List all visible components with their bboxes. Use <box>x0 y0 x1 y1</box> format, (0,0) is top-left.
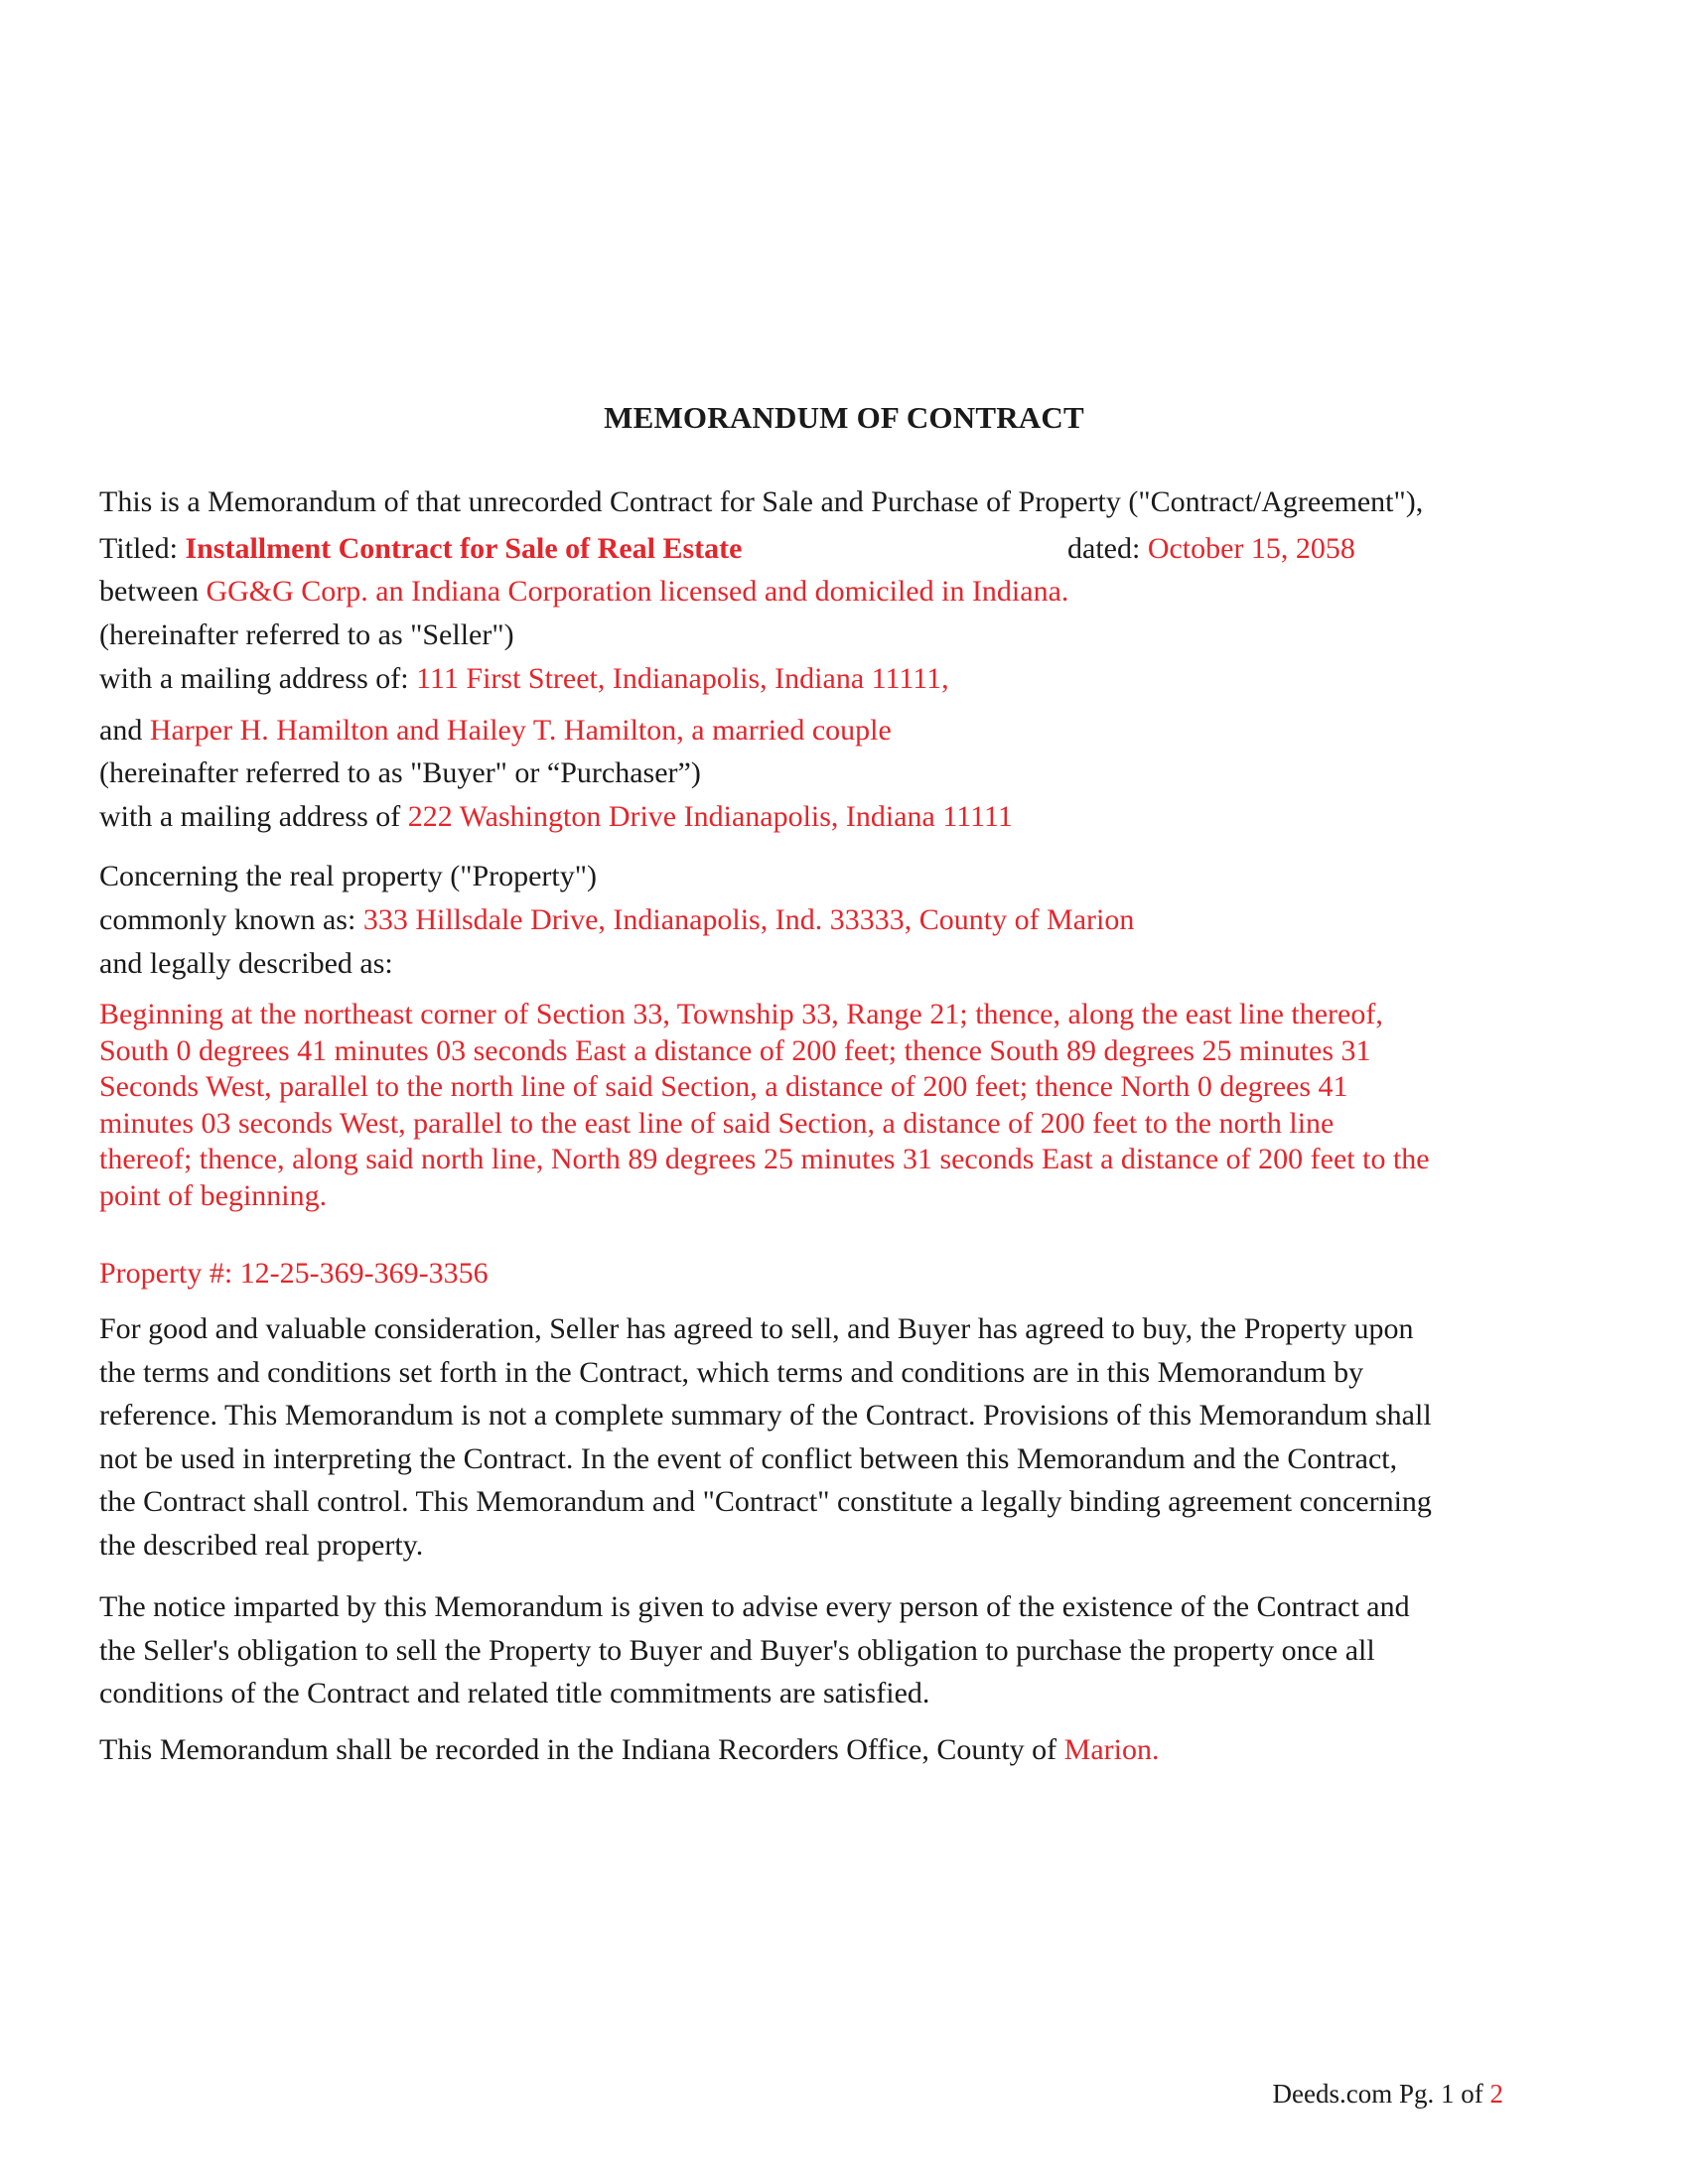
consideration-line: reference. This Memorandum is not a complete summary of the Contract. Provisions of this Memorandum shall <box>99 1399 1432 1432</box>
notice-paragraph <box>99 1585 1589 1715</box>
buyer-address: 222 Washington Drive Indianapolis, Indiana 11111 <box>407 800 1013 833</box>
titled-label: Titled: <box>99 532 178 565</box>
seller-address-label: with a mailing address of: <box>99 662 409 695</box>
buyer-reference: (hereinafter referred to as "Buyer" or “Purchaser”) <box>99 756 701 789</box>
property-number: Property #: 12-25-369-369-3356 <box>99 1257 489 1290</box>
buyer-name: Harper H. Hamilton and Hailey T. Hamilton, a married couple <box>149 714 892 747</box>
seller-name: GG&G Corp. an Indiana Corporation licensed and domiciled in Indiana. <box>206 575 1069 608</box>
buyer-address-label: with a mailing address of <box>99 800 401 833</box>
footer-text: Deeds.com Pg. 1 of <box>1272 2079 1483 2109</box>
legal-description-line: point of beginning. <box>99 1178 328 1212</box>
recording-line <box>99 1732 1160 1768</box>
dated-line <box>1067 531 1355 567</box>
recording-text: This Memorandum shall be recorded in the Indiana Recorders Office, County of <box>99 1733 1057 1766</box>
seller-address: 111 First Street, Indianapolis, Indiana 11111, <box>416 662 949 695</box>
between-label: between <box>99 575 199 608</box>
property-address: 333 Hillsdale Drive, Indianapolis, Ind. 33333, County of Marion <box>362 903 1135 936</box>
seller-address-line <box>99 661 949 697</box>
seller-reference: (hereinafter referred to as "Seller") <box>99 618 514 651</box>
notice-line: The notice imparted by this Memorandum is given to advise every person of the existence of the Contract and <box>99 1590 1410 1623</box>
legal-description-line: thereof; thence, along said north line, North 89 degrees 25 minutes 31 seconds East a distance of 200 feet to the <box>99 1143 1430 1175</box>
consideration-line: For good and valuable consideration, Seller has agreed to sell, and Buyer has agreed to buy, the Property upon <box>99 1312 1414 1345</box>
intro-line: This is a Memorandum of that unrecorded Contract for Sale and Purchase of Property ("Contract/Agreement"), <box>99 485 1424 518</box>
titled-line <box>99 531 742 567</box>
recording-county: Marion. <box>1063 1733 1160 1766</box>
buyer-address-line <box>99 799 1013 835</box>
notice-line: conditions of the Contract and related title commitments are satisfied. <box>99 1677 930 1709</box>
dated-label: dated: <box>1067 532 1141 565</box>
document-title: MEMORANDUM OF CONTRACT <box>604 400 1084 435</box>
known-as-label: commonly known as: <box>99 903 356 936</box>
known-as-line <box>99 902 1134 938</box>
legal-description-line: Seconds West, parallel to the north line of said Section, a distance of 200 feet; thence North 0 degrees 41 <box>99 1070 1348 1103</box>
consideration-line: the described real property. <box>99 1528 424 1562</box>
concerning-line: Concerning the real property ("Property") <box>99 860 597 892</box>
legal-description-line: minutes 03 seconds West, parallel to the east line of said Section, a distance of 200 feet to the north line <box>99 1106 1335 1140</box>
consideration-line: the terms and conditions set forth in the Contract, which terms and conditions are in this Memorandum by <box>99 1355 1364 1389</box>
consideration-line: not be used in interpreting the Contract. In the event of conflict between this Memorandum and the Contract, <box>99 1441 1398 1475</box>
notice-line: the Seller's obligation to sell the Property to Buyer and Buyer's obligation to purchase the property once all <box>99 1633 1375 1667</box>
buyer-line <box>99 713 892 749</box>
footer-total-pages: 2 <box>1489 2079 1503 2109</box>
legal-description-line: South 0 degrees 41 minutes 03 seconds East a distance of 200 feet; thence South 89 degrees 25 minutes 31 <box>99 1033 1371 1067</box>
dated-value: October 15, 2058 <box>1147 532 1355 565</box>
contract-title-value: Installment Contract for Sale of Real Estate <box>185 532 743 565</box>
legally-described-line: and legally described as: <box>99 947 393 980</box>
consideration-line: the Contract shall control. This Memorandum and "Contract" constitute a legally binding agreement concerning <box>99 1485 1432 1518</box>
page-footer <box>1273 2078 1503 2110</box>
legal-description-line: Beginning at the northeast corner of Section 33, Township 33, Range 21; thence, along the east line thereof, <box>99 998 1383 1030</box>
and-label: and <box>99 714 143 747</box>
consideration-paragraph <box>99 1307 1589 1567</box>
legal-description <box>99 997 1589 1214</box>
between-line <box>99 574 1068 610</box>
